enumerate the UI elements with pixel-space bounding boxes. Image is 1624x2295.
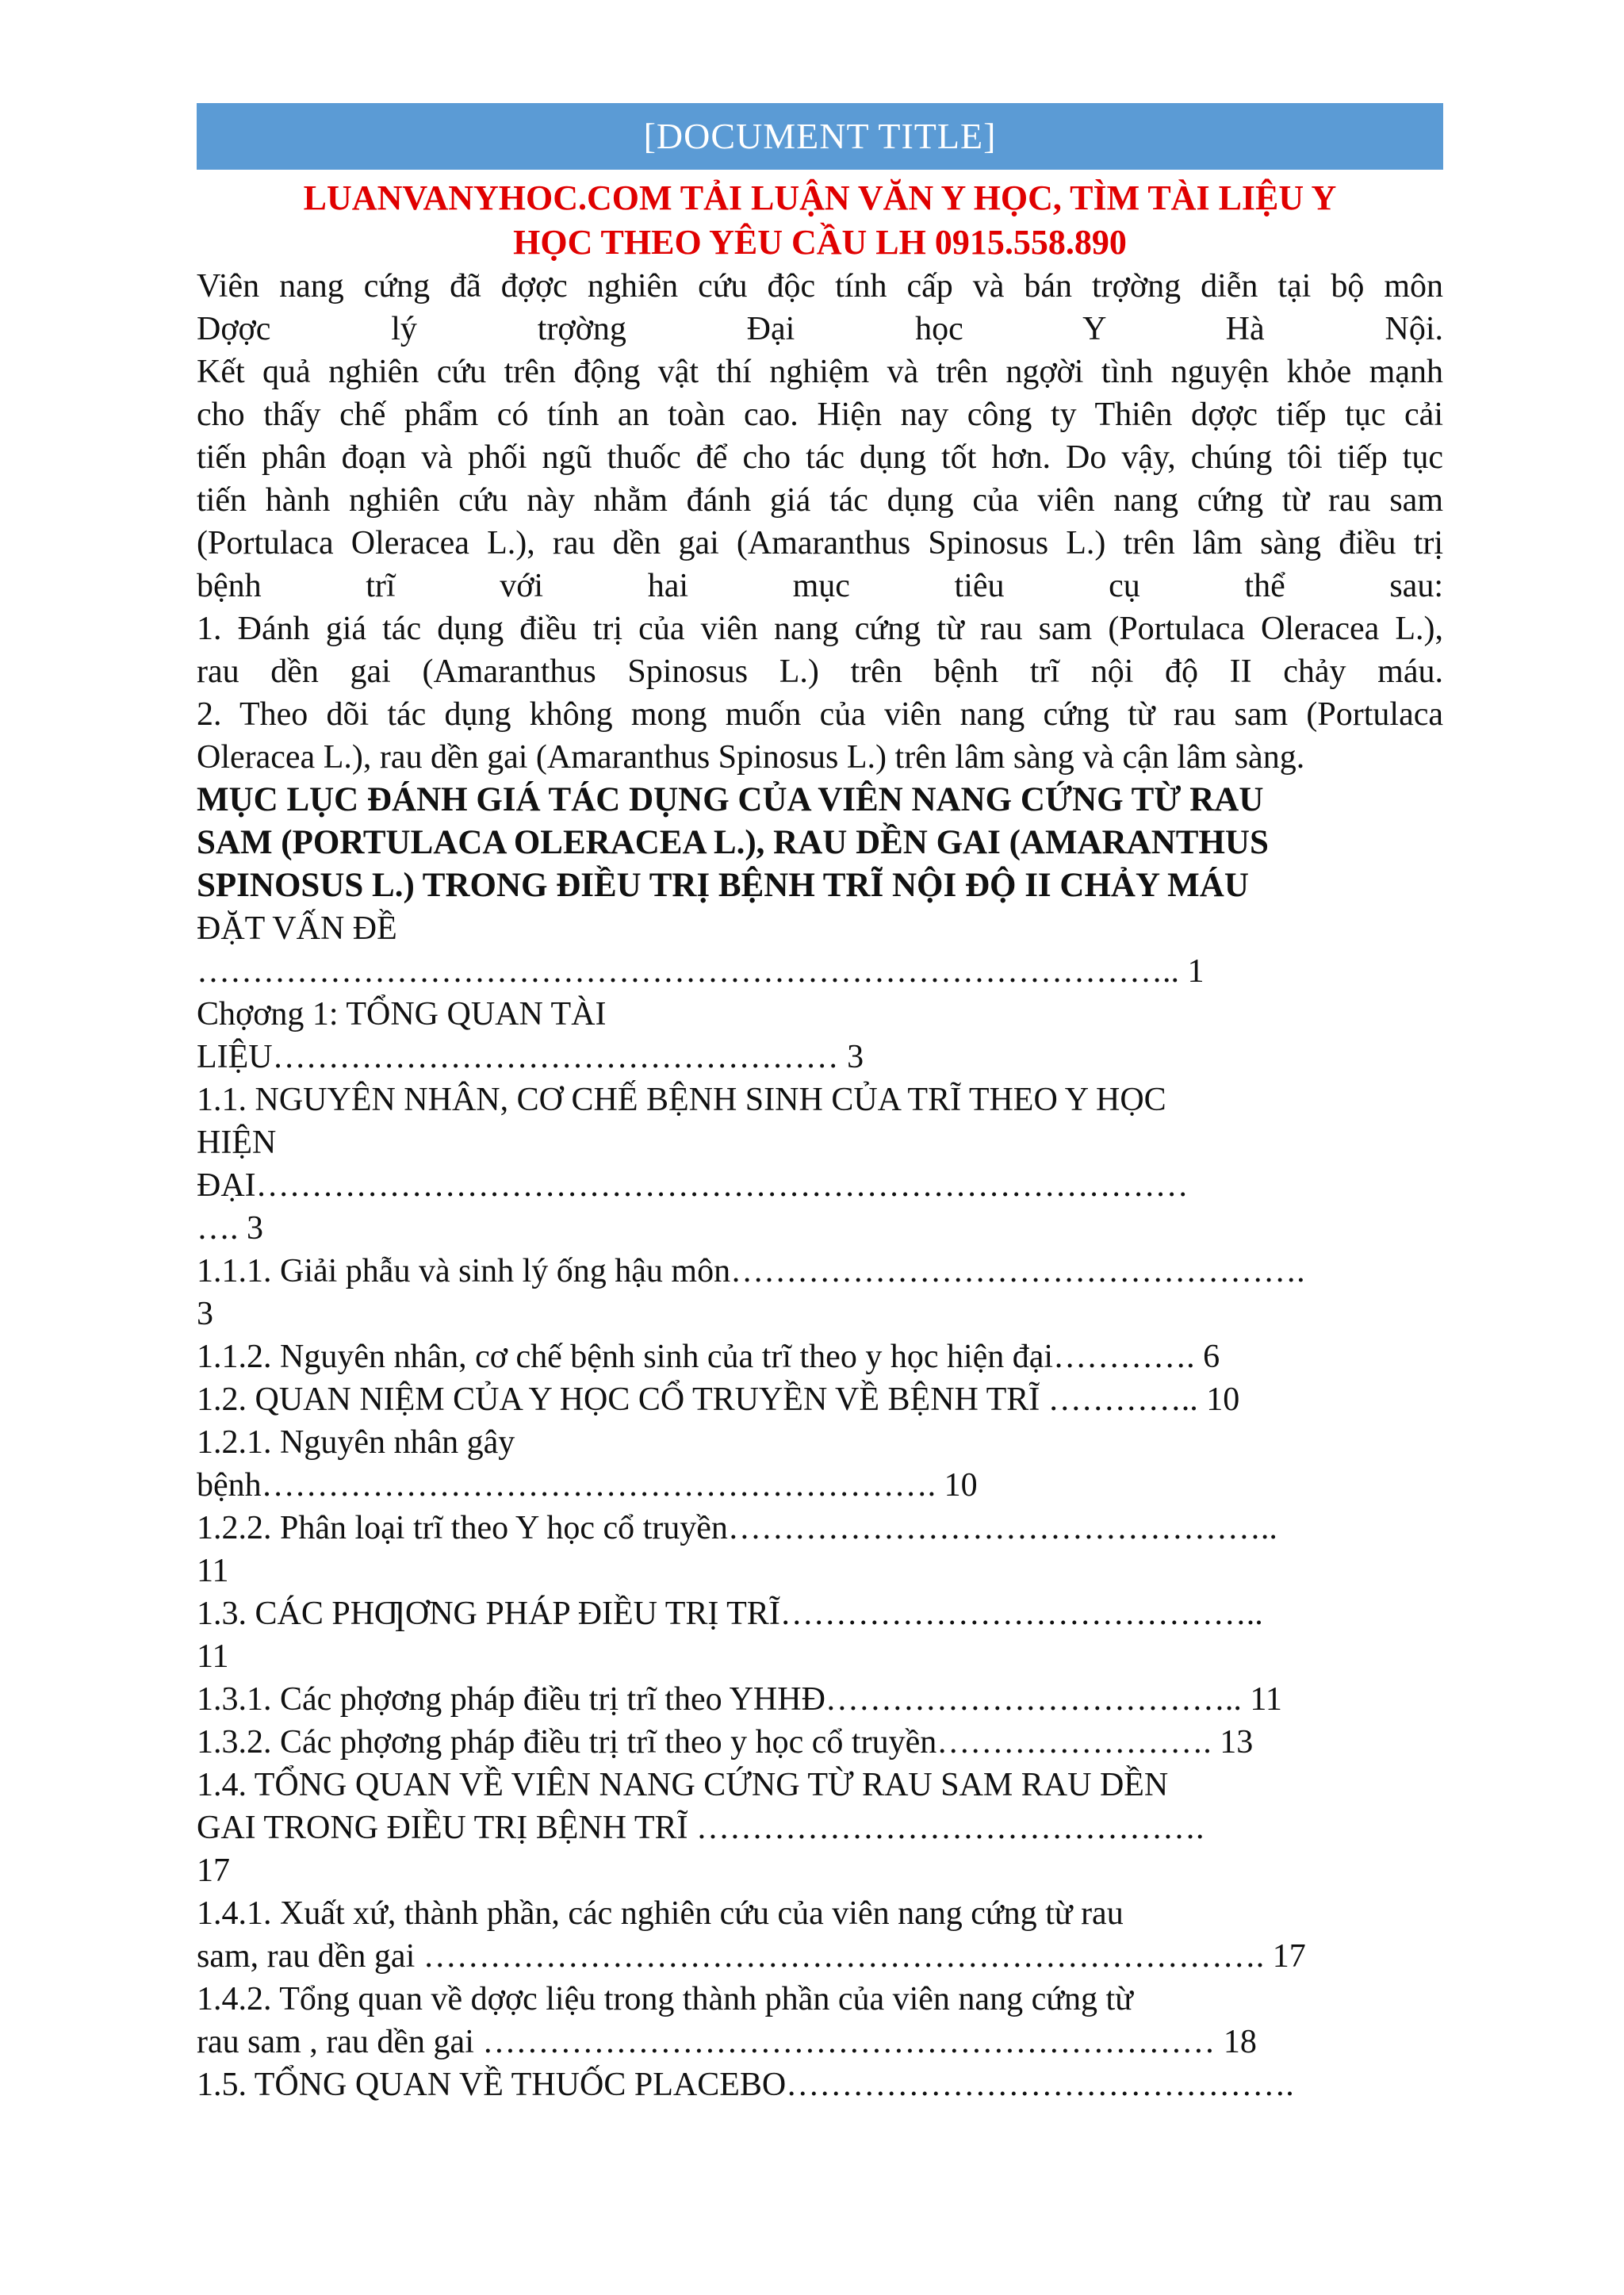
intro-paragraph: [197, 265, 1443, 779]
toc-line: 1.4.1. Xuất xứ, thành phần, các nghiên cứu của viên nang cứng từ rau: [197, 1895, 1124, 1932]
toc-line: 1.2.2. Phân loại trĩ theo Y học cổ truyền…………………………………………..: [197, 1510, 1277, 1546]
toc-line: GAI TRONG ĐIỀU TRỊ BỆNH TRĨ ……………………………………….: [197, 1810, 1205, 1846]
table-of-contents: [197, 907, 1443, 2106]
toc-line: ĐẠI…………………………………………………………………………: [197, 1167, 1189, 1204]
toc-line: 1.1. NGUYÊN NHÂN, CƠ CHẾ BỆNH SINH CỦA TRĨ THEO Y HỌC: [197, 1082, 1166, 1118]
intro-line: tiến phân đoạn và phối ngũ thuốc để cho tác dụng tốt hơn. Do vậy, chúng tôi tiếp tục: [197, 439, 1443, 476]
toc-line: sam, rau dền gai …………………………………………………………………. 17: [197, 1938, 1306, 1975]
document-title-bar: [DOCUMENT TITLE]: [197, 103, 1443, 170]
toc-line: LIỆU…………………………………………… 3: [197, 1039, 864, 1075]
toc-line: 1.3.2. Các phợơng pháp điều trị trĩ theo y học cổ truyền……………………. 13: [197, 1724, 1254, 1761]
intro-line: Dợợc lý trợờng Đại học Y Hà Nội.: [197, 311, 1443, 347]
toc-heading-line: SPINOSUS L.) TRONG ĐIỀU TRỊ BỆNH TRĨ NỘI ĐỘ II CHẢY MÁU: [197, 867, 1249, 904]
intro-line: rau dền gai (Amaranthus Spinosus L.) trên bệnh trĩ nội độ II chảy máu.: [197, 653, 1443, 690]
intro-line: 1. Đánh giá tác dụng điều trị của viên nang cứng từ rau sam (Portulaca Oleracea L.),: [197, 611, 1443, 647]
promo-line: LUANVANYHOC.COM TẢI LUẬN VĂN Y HỌC, TÌM TÀI LIỆU Y: [303, 178, 1337, 217]
toc-line: 1.1.1. Giải phẫu và sinh lý ống hậu môn…………………………………………….: [197, 1253, 1305, 1289]
toc-line: rau sam , rau dền gai ………………………………………………………… 18: [197, 2024, 1257, 2060]
toc-line: …………………………………………………………………………….. 1: [197, 953, 1205, 990]
toc-line: 3: [197, 1296, 213, 1332]
toc-line: 17: [197, 1852, 230, 1889]
document-page: [197, 103, 1443, 2106]
intro-line: (Portulaca Oleracea L.), rau dền gai (Amaranthus Spinosus L.) trên lâm sàng điều trị: [197, 525, 1443, 561]
intro-line: tiến hành nghiên cứu này nhằm đánh giá tác dụng của viên nang cứng từ rau sam: [197, 482, 1443, 519]
toc-line: 1.4. TỔNG QUAN VỀ VIÊN NANG CỨNG TỪ RAU SAM RAU DỀN: [197, 1767, 1169, 1803]
toc-line: Chợơng 1: TỔNG QUAN TÀI: [197, 996, 607, 1033]
intro-line: Oleracea L.), rau dền gai (Amaranthus Spinosus L.) trên lâm sàng và cận lâm sàng.: [197, 739, 1305, 776]
intro-line: bệnh trĩ với hai mục tiêu cụ thể sau:: [197, 568, 1443, 604]
intro-line: cho thấy chế phẩm có tính an toàn cao. Hiện nay công ty Thiên dợợc tiếp tục cải: [197, 397, 1443, 433]
toc-line: ĐẶT VẤN ĐỀ: [197, 910, 397, 947]
toc-heading-line: SAM (PORTULACA OLERACEA L.), RAU DỀN GAI (AMARANTHUS: [197, 824, 1269, 861]
toc-line: bệnh……………………………………………………. 10: [197, 1467, 978, 1504]
toc-line: HIỆN: [197, 1125, 277, 1161]
toc-heading: [197, 779, 1443, 907]
intro-line: 2. Theo dõi tác dụng không mong muốn của viên nang cứng từ rau sam (Portulaca: [197, 696, 1443, 733]
toc-line: 11: [197, 1638, 229, 1675]
toc-line: 11: [197, 1553, 229, 1589]
toc-line: 1.5. TỔNG QUAN VỀ THUỐC PLACEBO……………………………………….: [197, 2067, 1294, 2103]
toc-line: …. 3: [197, 1210, 263, 1247]
toc-heading-line: MỤC LỤC ĐÁNH GIÁ TÁC DỤNG CỦA VIÊN NANG CỨNG TỪ RAU: [197, 781, 1264, 818]
toc-line: 1.2.1. Nguyên nhân gây: [197, 1424, 515, 1461]
toc-line: 1.3.1. Các phợơng pháp điều trị trĩ theo YHHĐ……………………………….. 11: [197, 1681, 1282, 1718]
intro-line: Viên nang cứng đã đợợc nghiên cứu độc tính cấp và bán trợờng diễn tại bộ môn: [197, 268, 1443, 305]
toc-line: 1.1.2. Nguyên nhân, cơ chế bệnh sinh của trĩ theo y học hiện đại…………. 6: [197, 1339, 1220, 1375]
promo-line: HỌC THEO YÊU CẦU LH 0915.558.890: [513, 223, 1127, 262]
toc-line: 1.3. CÁC PHƢƠNG PHÁP ĐIỀU TRỊ TRĨ……………………………………..: [197, 1596, 1263, 1632]
toc-line: 1.2. QUAN NIỆM CỦA Y HỌC CỔ TRUYỀN VỀ BỆNH TRĨ ………….. 10: [197, 1381, 1240, 1418]
promo-banner: [197, 176, 1443, 265]
intro-line: Kết quả nghiên cứu trên động vật thí nghiệm và trên ngợời tình nguyện khỏe mạnh: [197, 354, 1443, 390]
toc-line: 1.4.2. Tổng quan về dợợc liệu trong thành phần của viên nang cứng từ: [197, 1981, 1133, 2017]
